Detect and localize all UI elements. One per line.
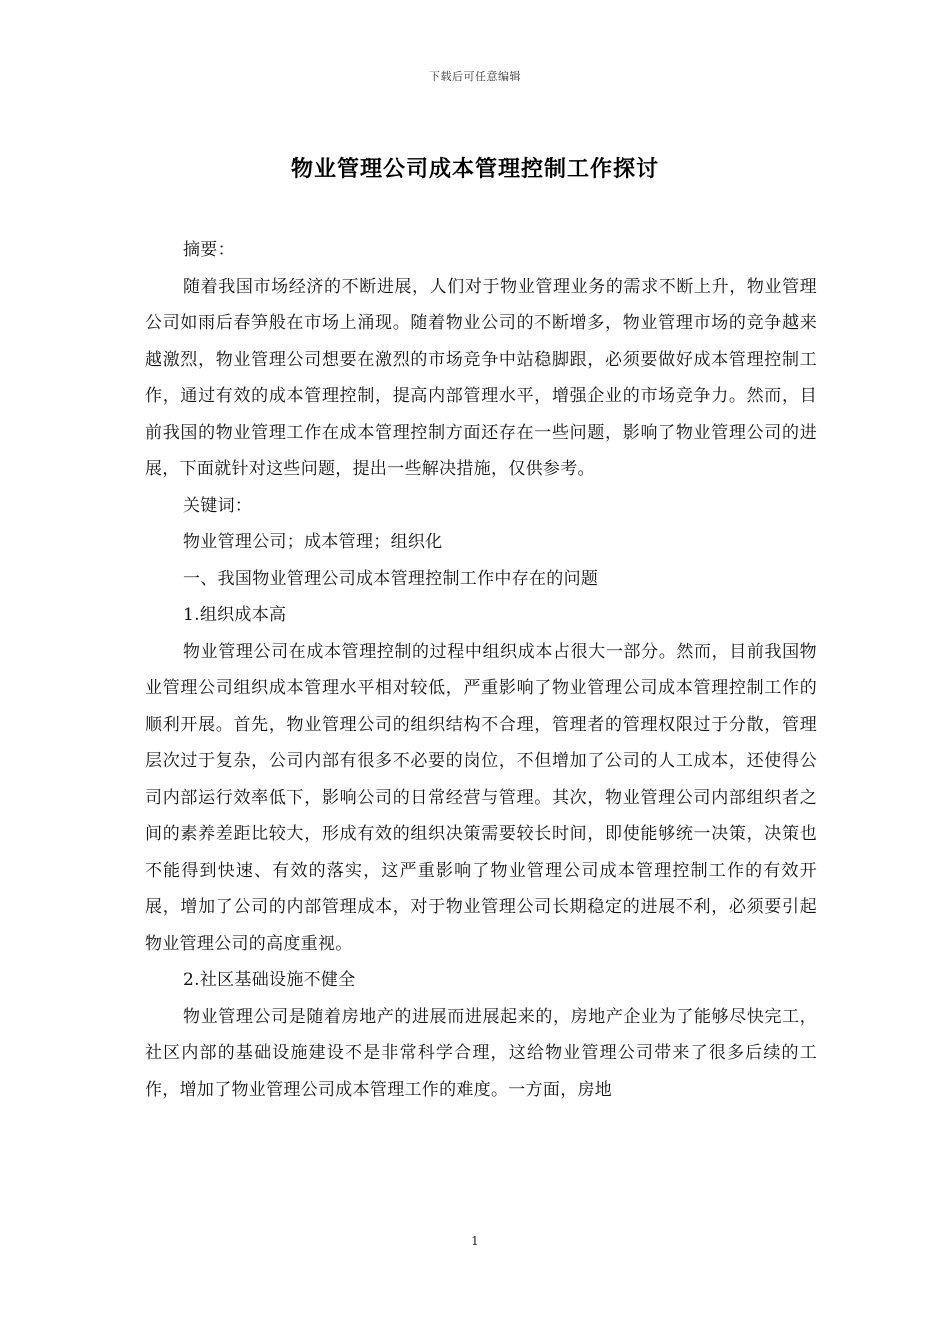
- page-number: 1: [471, 1234, 479, 1248]
- document-body: [145, 232, 817, 1108]
- subsection-heading-2: 2.社区基础设施不健全: [183, 970, 356, 990]
- section-heading: 一、我国物业管理公司成本管理控制工作中存在的问题: [183, 568, 599, 589]
- subsection-heading-1: 1.组织成本高: [183, 605, 287, 625]
- header-note: 下载后可任意编辑: [429, 70, 521, 83]
- abstract-label: 摘要：: [183, 240, 235, 260]
- keywords-label: 关键词：: [183, 495, 253, 516]
- keywords-text: 物业管理公司；成本管理；组织化: [183, 532, 443, 552]
- subsection-paragraph-2: 物业管理公司是随着房地产的进展而进展起来的，房地产企业为了能够尽快完工，社区内部的基础设施建设不是非常科学合理，这给物业管理公司带来了很多后续的工作，增加了物业管理公司成本管理工作的难度。一方面，房地: [145, 1006, 817, 1100]
- abstract-paragraph: 随着我国市场经济的不断进展，人们对于物业管理业务的需求不断上升，物业管理公司如雨后春笋般在市场上涌现。随着物业公司的不断增多，物业管理市场的竞争越来越激烈，物业管理公司想要在激烈的市场竞争中站稳脚跟，必须要做好成本管理控制工作，通过有效的成本管理控制，提高内部管理水平，增强企业的市场竞争力。然而，目前我国的物业管理工作在成本管理控制方面还存在一些问题，影响了物业管理公司的进展，下面就针对这些问题，提出一些解决措施，仅供参考。: [145, 276, 817, 479]
- document-title: 物业管理公司成本管理控制工作探讨: [290, 156, 659, 182]
- subsection-paragraph-1: 物业管理公司在成本管理控制的过程中组织成本占很大一部分。然而，目前我国物业管理公司组织成本管理水平相对较低，严重影响了物业管理公司成本管理控制工作的顺利开展。首先，物业管理公司的组织结构不合理，管理者的管理权限过于分散，管理层次过于复杂，公司内部有很多不必要的岗位，不但增加了公司的人工成本，还使得公司内部运行效率低下，影响公司的日常经营与管理。其次，物业管理公司内部组织者之间的素养差距比较大，形成有效的组织决策需要较长时间，即使能够统一决策，决策也不能得到快速、有效的落实，这严重影响了物业管理公司成本管理控制工作的有效开展，增加了公司的内部管理成本，对于物业管理公司长期稳定的进展不利，必须要引起物业管理公司的高度重视。: [145, 641, 817, 954]
